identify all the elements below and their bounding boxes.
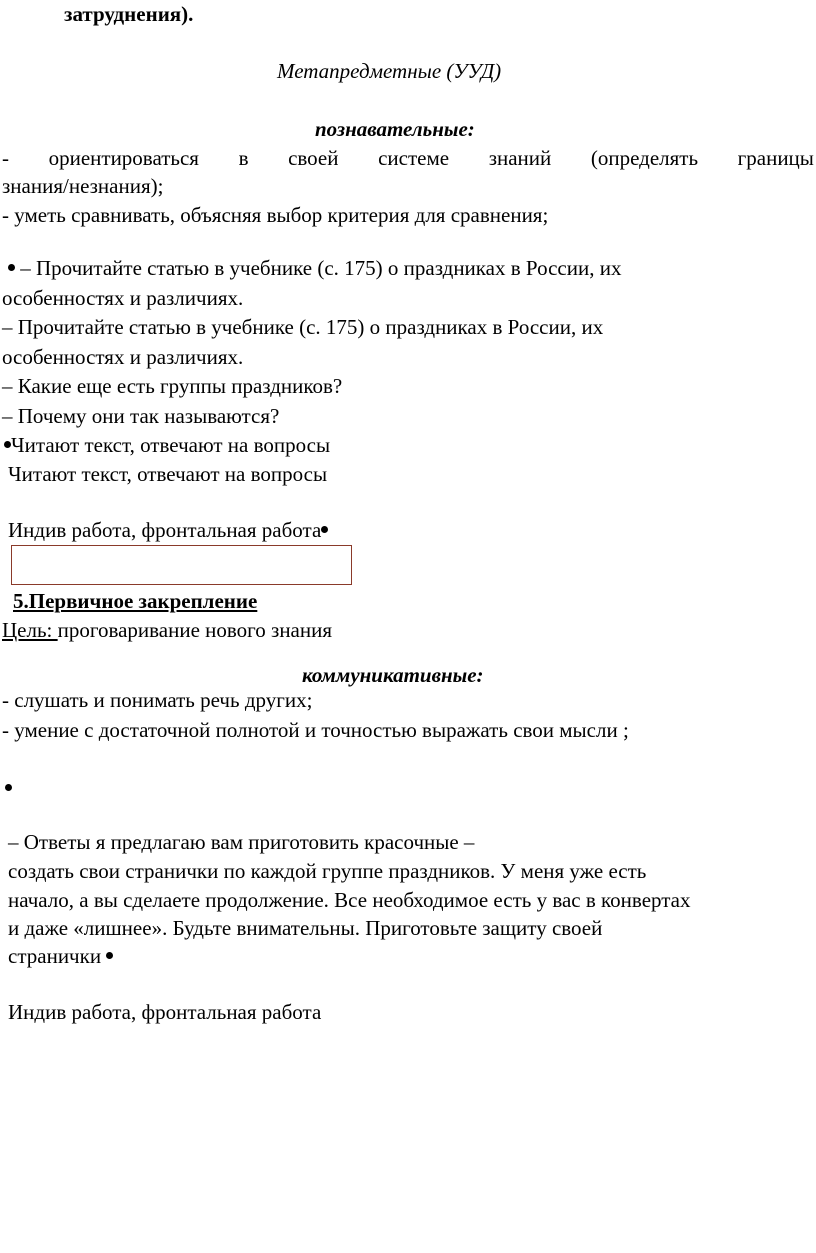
answers-line-5: странички — [8, 946, 113, 967]
bullet-icon — [4, 441, 11, 448]
communicative-heading: коммуникативные: — [302, 663, 484, 687]
task-line-2: особенностях и различиях. — [2, 286, 244, 310]
answers-line-6: Индив работа, фронтальная работа — [8, 1000, 322, 1024]
answers-line-3: начало, а вы сделаете продолжение. Все необходимое есть у вас в конвертах — [8, 888, 691, 912]
bullet-icon — [321, 526, 328, 533]
meta-heading: Метапредметные (УУД) — [277, 59, 502, 83]
task-line-8: Читают текст, отвечают на вопросы — [8, 462, 328, 486]
task-line-3: – Прочитайте статью в учебнике (с. 175) о праздниках в России, их — [2, 315, 604, 339]
cognitive-item-1-cont: знания/незнания); — [2, 174, 164, 198]
justified-word: своей — [288, 146, 339, 170]
bullet-icon — [5, 784, 12, 791]
bullet-icon — [106, 952, 113, 959]
answers-line-1: – Ответы я предлагаю вам приготовить красочные – — [8, 830, 475, 854]
answers-line-4: и даже «лишнее». Будьте внимательны. Приготовьте защиту своей — [8, 916, 603, 940]
cognitive-item-1 — [2, 148, 814, 169]
section5-goal: Цель: проговаривание нового знания — [2, 618, 333, 642]
task-line-4: особенностях и различиях. — [2, 345, 244, 369]
justified-word: в — [238, 146, 249, 170]
task-line-7: Читают текст, отвечают на вопросы — [4, 435, 330, 456]
communicative-item-1: - слушать и понимать речь других; — [2, 688, 313, 712]
justified-word: ориентироваться — [48, 146, 199, 170]
justified-word: знаний — [488, 146, 552, 170]
task-line-6: – Почему они так называются? — [2, 404, 280, 428]
task-line-9: Индив работа, фронтальная работа — [8, 520, 328, 541]
cognitive-item-2: - уметь сравнивать, объясняя выбор критерия для сравнения; — [2, 203, 549, 227]
communicative-item-2: - умение с достаточной полнотой и точностью выражать свои мысли ; — [2, 718, 629, 742]
justified-word: (определять — [590, 146, 699, 170]
top-heading: затруднения). — [64, 2, 194, 26]
empty-frame — [11, 545, 352, 585]
bullet-standalone — [5, 778, 12, 799]
justified-word: системе — [378, 146, 450, 170]
answers-line-2: создать свои странички по каждой группе праздников. У меня уже есть — [8, 859, 647, 883]
justified-word: - — [2, 146, 9, 170]
task-line-1: – Прочитайте статью в учебнике (с. 175) о праздниках в России, их — [2, 258, 621, 279]
section5-heading: 5.Первичное закрепление — [13, 589, 258, 613]
cognitive-heading: познавательные: — [315, 117, 475, 141]
task-line-5: – Какие еще есть группы праздников? — [2, 374, 343, 398]
justified-word: границы — [737, 146, 814, 170]
bullet-icon — [8, 264, 15, 271]
